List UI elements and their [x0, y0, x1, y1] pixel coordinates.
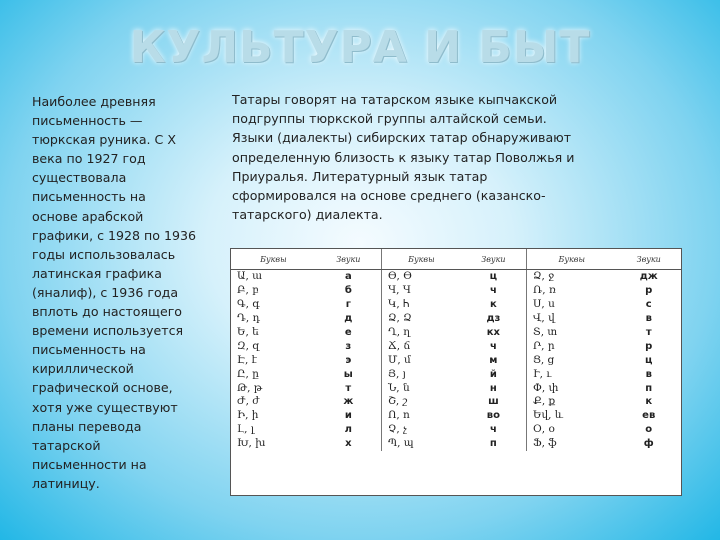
letter-cell: Ч, Ч — [387, 284, 411, 297]
sound-cell: в — [645, 313, 652, 325]
letter-cell: Ժ, ժ — [237, 395, 260, 408]
sound-cell: м — [461, 353, 527, 367]
letter-cell: Ւ, ւ — [533, 367, 552, 380]
sound-cell: р — [645, 340, 653, 352]
sound-cell: ц — [645, 354, 653, 366]
sound-cell: кх — [461, 326, 527, 340]
sound-cell: а — [316, 270, 382, 284]
left-paragraph: Наиболее древняя письменность — тюркская руника. С X века по 1927 год существовала письменность на основе арабской графики, с 1928 по 1936 годы использовалась латинская графика (яналиф), с 1936 года вплоть до настоящего времени используется письменность на кириллической графической основе, хотя уже существуют планы перевода татарской письменности на латиницу. — [32, 94, 197, 491]
alphabet-table — [230, 248, 682, 496]
letter-cell: Գ, գ — [237, 298, 260, 311]
letter-cell: Ճ, ճ — [387, 339, 411, 352]
column-header: Буквы — [231, 249, 316, 270]
sound-cell: э — [316, 353, 382, 367]
sound-cell: дж — [639, 271, 658, 283]
letter-cell: Լ, լ — [237, 423, 255, 436]
sound-cell: г — [316, 298, 382, 312]
letter-cell: Զ, զ — [237, 339, 260, 352]
sound-cell: с — [645, 299, 652, 311]
column-header: Звуки — [316, 249, 382, 270]
sound-cell: ев — [642, 410, 656, 422]
sound-cell: ч — [461, 284, 527, 298]
table-row — [231, 298, 681, 312]
column-header: Звуки — [461, 249, 527, 270]
sound-cell: и — [316, 409, 382, 423]
sound-cell: дз — [461, 312, 527, 326]
letter-cell: Ի, ի — [237, 409, 259, 422]
letter-cell: ϴ, ϴ — [387, 270, 412, 283]
table-row — [231, 423, 681, 437]
sound-cell: д — [316, 312, 382, 326]
table-row — [231, 367, 681, 381]
table-row — [231, 270, 681, 284]
letter-cell: Ն, ն — [387, 381, 410, 394]
sound-cell: в — [645, 368, 652, 380]
right-paragraph: Татары говорят на татарском языке кыпчакской подгруппы тюркской группы алтайской семьи. Языки (диалекты) сибирских татар обнаруживают определенную близость к языку татар Поволжья и Приуралья. Литературный язык татар сформировался на основе среднего (казанско- татарского) диалекта. — [232, 92, 575, 223]
sound-cell: з — [316, 339, 382, 353]
letter-cell: Պ, պ — [387, 437, 414, 450]
letter-cell: Ղ, ղ — [387, 326, 411, 338]
sound-cell: н — [461, 381, 527, 395]
table-row — [231, 381, 681, 395]
sound-cell: х — [316, 437, 382, 451]
letter-cell: Թ, թ — [237, 381, 263, 394]
sound-cell: ы — [316, 367, 382, 381]
letter-cell: Օ, օ — [533, 423, 555, 436]
letter-cell: Ը, ը — [237, 367, 259, 380]
letter-cell: Շ, շ — [387, 395, 408, 408]
sound-cell: б — [316, 284, 382, 298]
table-row — [231, 437, 681, 451]
table-row — [231, 353, 681, 367]
alphabet-grid — [231, 249, 681, 451]
letter-cell: Ք, ք — [533, 395, 556, 408]
column-header: Звуки — [616, 249, 681, 270]
column-header: Буквы — [381, 249, 460, 270]
table-row — [231, 326, 681, 340]
letter-cell: Մ, մ — [387, 353, 411, 366]
sound-cell: т — [645, 327, 652, 338]
sound-cell: ш — [461, 395, 527, 409]
sound-cell: т — [316, 381, 382, 395]
letter-cell: Ց, ց — [533, 353, 555, 366]
slide-title: КУЛЬТУРА И БЫТ — [129, 22, 591, 73]
sound-cell: к — [645, 396, 653, 408]
sound-cell: й — [461, 367, 527, 381]
table-row — [231, 395, 681, 409]
sound-cell: о — [645, 424, 653, 436]
sound-cell: е — [316, 326, 382, 340]
letter-cell: Բ, բ — [237, 284, 259, 297]
letter-cell: Ֆ, ֆ — [533, 437, 557, 450]
letter-cell: Փ, փ — [533, 381, 559, 394]
sound-cell: ч — [461, 423, 527, 437]
table-row — [231, 284, 681, 298]
letter-cell: Է, է — [237, 353, 258, 366]
letter-cell: Ս, ս — [533, 298, 555, 311]
table-row — [231, 339, 681, 353]
table-header-row — [231, 249, 681, 270]
letter-cell: Ձ, ջ — [533, 270, 555, 283]
letter-cell: Ա, ա — [237, 270, 263, 283]
letter-cell: Ե, ե — [237, 326, 259, 338]
letter-cell: Խ, խ — [237, 437, 266, 450]
letter-cell: Տ, տ — [533, 326, 558, 338]
sound-cell: ж — [316, 395, 382, 409]
letter-cell: Ո, ո — [387, 409, 410, 422]
letter-cell: Կ, Ꮒ — [387, 298, 410, 311]
sound-cell: п — [645, 382, 653, 394]
letter-cell: Ձ, Ձ — [387, 312, 412, 325]
table-row — [231, 312, 681, 326]
sound-cell: во — [461, 409, 527, 423]
sound-cell: р — [645, 285, 653, 297]
letter-cell: Վ, վ — [533, 312, 555, 325]
letter-cell: Դ, դ — [237, 312, 260, 325]
column-header: Буквы — [527, 249, 617, 270]
letter-cell: Ռ, ռ — [533, 284, 556, 297]
sound-cell: ц — [461, 270, 527, 284]
sound-cell: п — [461, 437, 527, 451]
sound-cell: ф — [643, 438, 654, 450]
letter-cell: Յ, յ — [387, 367, 406, 380]
sound-cell: к — [461, 298, 527, 312]
letter-cell: Ր, ր — [533, 339, 555, 352]
sound-cell: л — [316, 423, 382, 437]
table-row — [231, 409, 681, 423]
letter-cell: Եվ, և — [533, 409, 564, 422]
sound-cell: ч — [461, 339, 527, 353]
letter-cell: Չ, չ — [387, 423, 407, 436]
